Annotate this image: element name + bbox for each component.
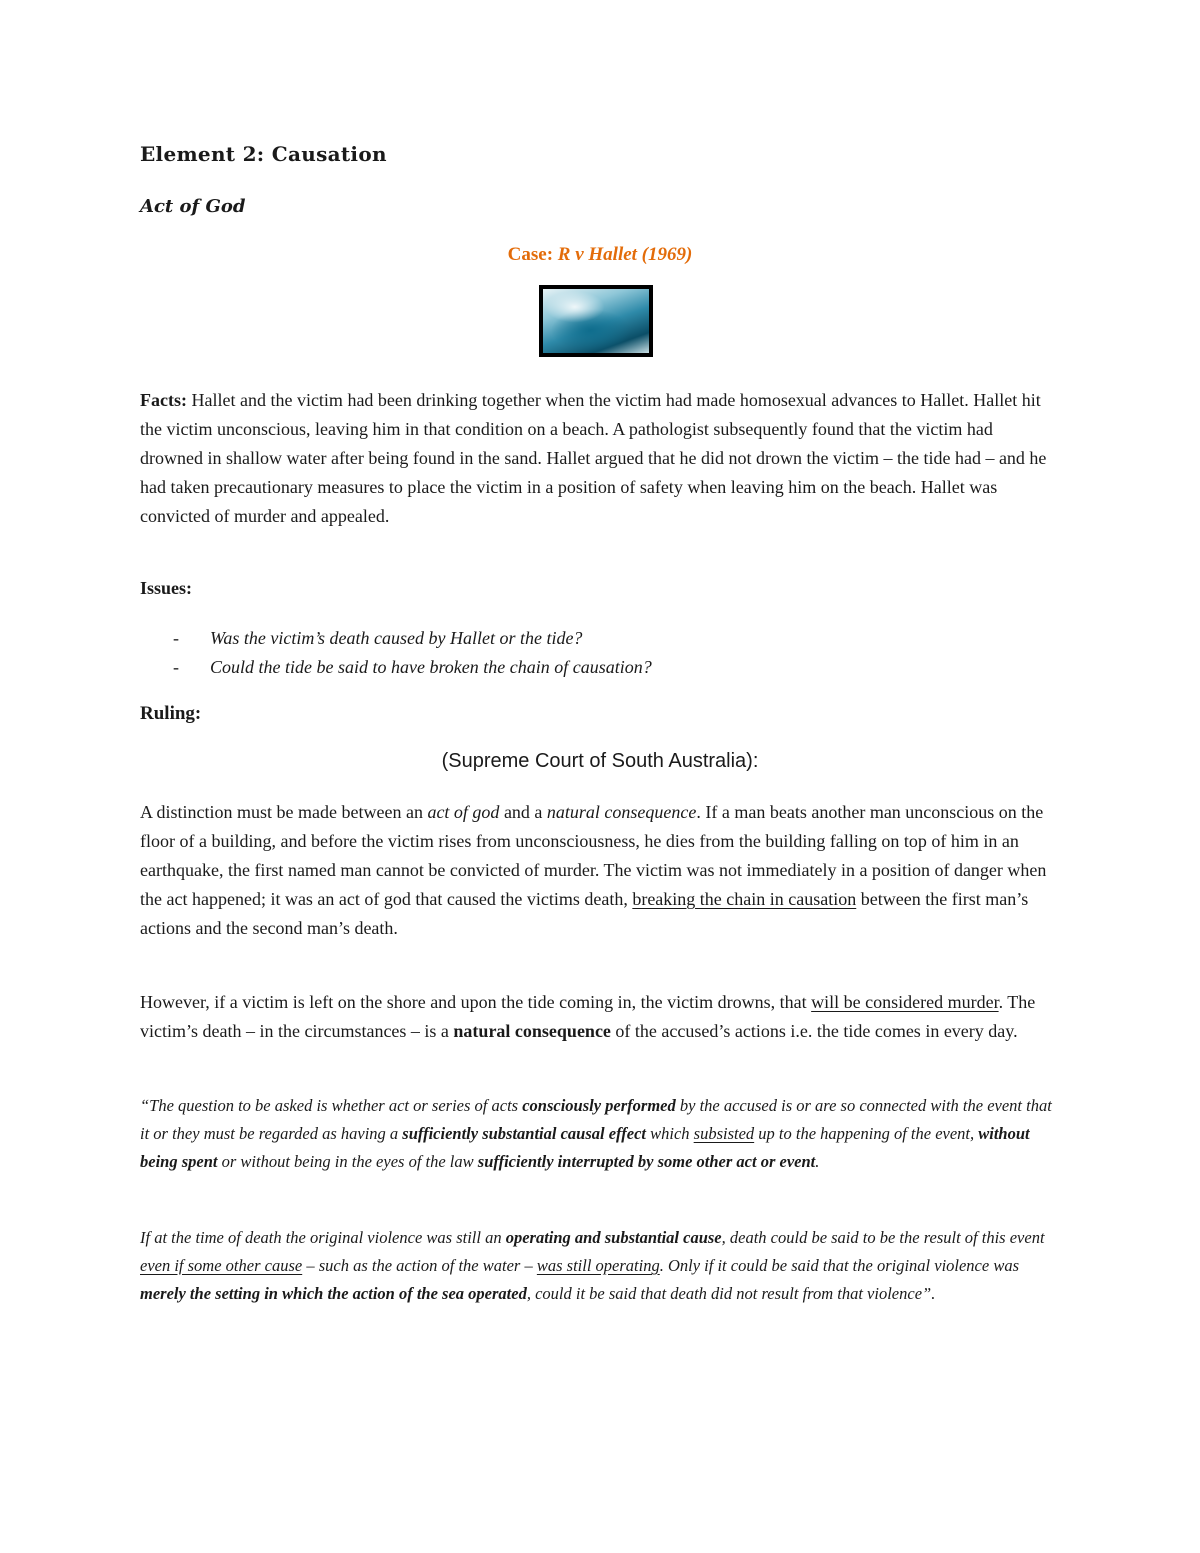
underline-text: even if some other cause <box>140 1256 303 1275</box>
bold-text: merely the setting in which the action of the sea operated <box>140 1284 527 1303</box>
text-run: . The victim’s death – in the circumstances – is a <box>140 992 1036 1041</box>
issues-list <box>140 624 1060 682</box>
ruling-label: Ruling: <box>140 703 202 724</box>
text-run: by the accused is or are so connected with the event that it or they must be regarded as having a <box>140 1096 1052 1143</box>
emphasis-natural-consequence: natural consequence <box>546 802 697 822</box>
issue-text: Could the tide be said to have broken the chain of causation? <box>210 657 652 677</box>
bold-text: sufficiently substantial causal effect <box>402 1124 646 1143</box>
ruling-paragraph-1 <box>140 798 1060 943</box>
underline-text: was still operating <box>536 1256 660 1275</box>
text-run: If at the time of death the original violence was still an <box>140 1228 506 1247</box>
bold-natural-consequence: natural consequence <box>453 1021 611 1041</box>
text-run: . <box>815 1152 820 1171</box>
text-run: . Only if it could be said that the original violence was <box>659 1256 1020 1275</box>
case-label: Case: <box>507 244 554 265</box>
text-run: , could it be said that death did not result from that violence”. <box>526 1284 936 1303</box>
bold-text: without being spent <box>140 1124 1030 1171</box>
court-name: (Supreme Court of South Australia): <box>441 750 759 772</box>
emphasis-act-of-god: act of god <box>427 802 500 822</box>
text-run: – such as the action of the water – <box>302 1256 537 1275</box>
text-run: , death could be said to be the result of this event <box>721 1228 1045 1247</box>
text-run: “The question to be asked is whether act or series of acts <box>140 1096 523 1115</box>
text-run: A distinction must be made between an <box>140 802 428 822</box>
facts-paragraph <box>140 386 1060 531</box>
facts-text: Hallet and the victim had been drinking together when the victim had made homosexual advances to Hallet. Hallet hit the victim unconscious, leaving him in that condition on a beach. A pathologist subsequently found that the victim had drowned in shallow water after being found in the sand. Hallet argued that he did not drown the victim – the tide had – and he had taken precautionary measures to place the victim in a position of safety when leaving him on the beach. Hallet was convicted of murder and appealed. <box>140 390 1047 526</box>
list-bullet: - <box>173 628 179 648</box>
list-item <box>140 624 1060 653</box>
underline-text: subsisted <box>693 1124 755 1143</box>
underline-considered-murder: will be considered murder <box>811 992 999 1012</box>
ruling-paragraph-2 <box>140 988 1060 1046</box>
judgment-quote-1 <box>140 1092 1060 1176</box>
list-bullet: - <box>173 657 179 677</box>
section-heading: Element 2: Causation <box>140 142 387 166</box>
text-run: which <box>645 1124 694 1143</box>
text-run: or without being in the eyes of the law <box>217 1152 478 1171</box>
wave-photo-icon <box>539 285 653 357</box>
facts-label: Facts: <box>140 390 187 410</box>
text-run: and a <box>499 802 547 822</box>
case-name: R v Hallet (1969) <box>557 244 693 265</box>
text-run: of the accused’s actions i.e. the tide comes in every day. <box>610 1021 1018 1041</box>
underline-chain-causation: breaking the chain in causation <box>632 889 857 909</box>
text-run: . If a man beats another man unconscious on the floor of a building, and before the victim rises from unconsciousness, he dies from the building falling on top of him in an earthquake, the first named man cannot be convicted of murder. The victim was not immediately in a position of danger when the act happened; it was an act of god that caused the victims death, <box>140 802 1047 909</box>
bold-text: consciously performed <box>522 1096 676 1115</box>
subsection-heading: Act of God <box>140 196 246 217</box>
text-run: between the first man’s actions and the second man’s death. <box>140 889 1029 938</box>
case-title <box>140 244 1060 266</box>
bold-text: sufficiently interrupted by some other act or event <box>477 1152 816 1171</box>
bold-text: operating and substantial cause <box>505 1228 722 1247</box>
list-item <box>140 653 1060 682</box>
text-run: up to the happening of the event, <box>754 1124 979 1143</box>
issue-text: Was the victim’s death caused by Hallet or the tide? <box>210 628 583 648</box>
issues-label: Issues: <box>140 578 193 598</box>
judgment-quote-2 <box>140 1224 1060 1308</box>
text-run: However, if a victim is left on the shore and upon the tide coming in, the victim drowns, that <box>140 992 812 1012</box>
